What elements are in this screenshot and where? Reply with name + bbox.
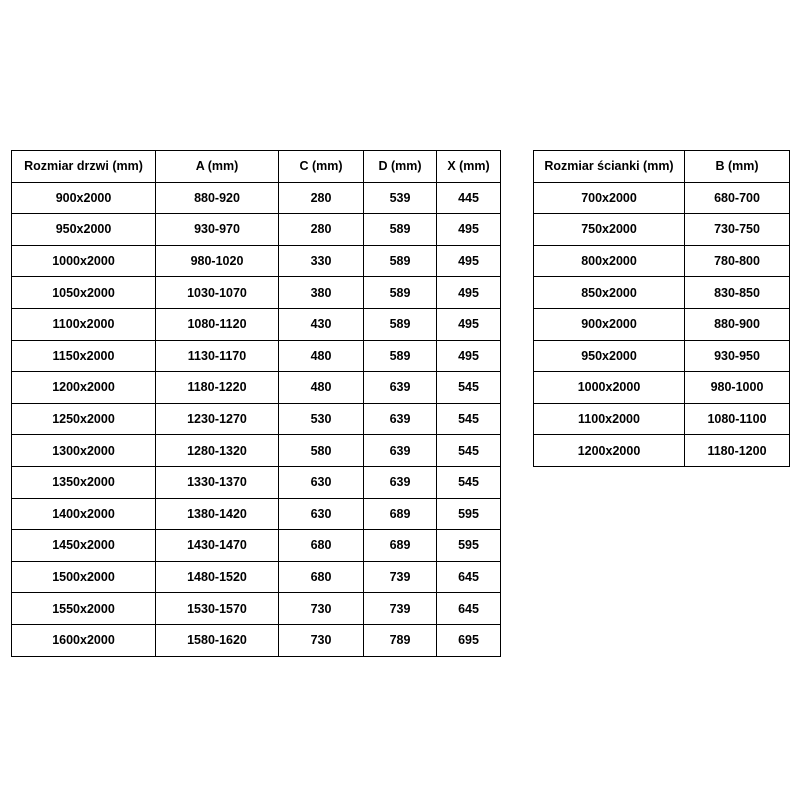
cell-x: 645 (437, 561, 501, 593)
cell-d: 589 (364, 277, 437, 309)
cell-b: 730-750 (685, 214, 790, 246)
column-header-wall-size: Rozmiar ścianki (mm) (534, 151, 685, 183)
cell-b: 980-1000 (685, 372, 790, 404)
cell-d: 639 (364, 466, 437, 498)
column-header-c: C (mm) (279, 151, 364, 183)
cell-door-size: 1300x2000 (12, 435, 156, 467)
cell-door-size: 1050x2000 (12, 277, 156, 309)
cell-x: 445 (437, 182, 501, 214)
cell-wall-size: 900x2000 (534, 308, 685, 340)
table-row (12, 308, 501, 340)
cell-x: 495 (437, 308, 501, 340)
table-row (12, 498, 501, 530)
cell-c: 680 (279, 530, 364, 562)
cell-x: 495 (437, 340, 501, 372)
cell-a: 1430-1470 (156, 530, 279, 562)
column-header-x: X (mm) (437, 151, 501, 183)
cell-d: 589 (364, 308, 437, 340)
cell-a: 1480-1520 (156, 561, 279, 593)
cell-d: 639 (364, 372, 437, 404)
table-header-row (12, 151, 501, 183)
cell-b: 780-800 (685, 245, 790, 277)
cell-d: 639 (364, 403, 437, 435)
cell-a: 1380-1420 (156, 498, 279, 530)
door-size-table-body (12, 182, 501, 656)
cell-door-size: 1200x2000 (12, 372, 156, 404)
cell-door-size: 1000x2000 (12, 245, 156, 277)
cell-d: 589 (364, 245, 437, 277)
cell-d: 789 (364, 624, 437, 656)
wall-size-table-header (534, 151, 790, 183)
cell-a: 1530-1570 (156, 593, 279, 625)
door-size-table (11, 150, 501, 657)
cell-x: 495 (437, 214, 501, 246)
cell-wall-size: 1000x2000 (534, 372, 685, 404)
cell-d: 689 (364, 530, 437, 562)
cell-c: 280 (279, 214, 364, 246)
cell-x: 645 (437, 593, 501, 625)
cell-door-size: 1350x2000 (12, 466, 156, 498)
cell-door-size: 1500x2000 (12, 561, 156, 593)
cell-a: 1130-1170 (156, 340, 279, 372)
column-header-b: B (mm) (685, 151, 790, 183)
cell-c: 730 (279, 624, 364, 656)
cell-d: 689 (364, 498, 437, 530)
cell-d: 739 (364, 561, 437, 593)
table-row (12, 182, 501, 214)
table-row (534, 245, 790, 277)
cell-d: 639 (364, 435, 437, 467)
table-row (12, 466, 501, 498)
cell-door-size: 1600x2000 (12, 624, 156, 656)
table-row (534, 403, 790, 435)
cell-door-size: 1150x2000 (12, 340, 156, 372)
table-row (534, 308, 790, 340)
table-row (534, 182, 790, 214)
cell-wall-size: 850x2000 (534, 277, 685, 309)
cell-x: 545 (437, 403, 501, 435)
cell-door-size: 1550x2000 (12, 593, 156, 625)
table-row (12, 561, 501, 593)
table-row (534, 435, 790, 467)
cell-b: 830-850 (685, 277, 790, 309)
cell-a: 1280-1320 (156, 435, 279, 467)
cell-x: 545 (437, 372, 501, 404)
cell-a: 980-1020 (156, 245, 279, 277)
table-row (534, 340, 790, 372)
table-row (12, 372, 501, 404)
table-row (12, 435, 501, 467)
table-row (534, 372, 790, 404)
cell-a: 880-920 (156, 182, 279, 214)
cell-c: 580 (279, 435, 364, 467)
table-row (12, 403, 501, 435)
cell-c: 530 (279, 403, 364, 435)
cell-a: 1230-1270 (156, 403, 279, 435)
table-header-row (534, 151, 790, 183)
table-row (12, 593, 501, 625)
cell-door-size: 1100x2000 (12, 308, 156, 340)
cell-door-size: 1450x2000 (12, 530, 156, 562)
cell-wall-size: 950x2000 (534, 340, 685, 372)
cell-b: 1180-1200 (685, 435, 790, 467)
column-header-door-size: Rozmiar drzwi (mm) (12, 151, 156, 183)
cell-c: 630 (279, 498, 364, 530)
table-row (12, 530, 501, 562)
cell-x: 695 (437, 624, 501, 656)
cell-door-size: 1400x2000 (12, 498, 156, 530)
cell-door-size: 950x2000 (12, 214, 156, 246)
cell-d: 589 (364, 214, 437, 246)
wall-size-table (533, 150, 790, 467)
cell-d: 539 (364, 182, 437, 214)
cell-b: 1080-1100 (685, 403, 790, 435)
cell-wall-size: 800x2000 (534, 245, 685, 277)
cell-a: 1580-1620 (156, 624, 279, 656)
cell-x: 495 (437, 277, 501, 309)
cell-a: 1180-1220 (156, 372, 279, 404)
cell-a: 1080-1120 (156, 308, 279, 340)
column-header-d: D (mm) (364, 151, 437, 183)
cell-b: 930-950 (685, 340, 790, 372)
cell-c: 680 (279, 561, 364, 593)
cell-c: 480 (279, 372, 364, 404)
cell-b: 680-700 (685, 182, 790, 214)
table-row (12, 214, 501, 246)
cell-wall-size: 700x2000 (534, 182, 685, 214)
cell-x: 595 (437, 530, 501, 562)
table-row (12, 624, 501, 656)
cell-c: 630 (279, 466, 364, 498)
cell-c: 430 (279, 308, 364, 340)
cell-a: 1330-1370 (156, 466, 279, 498)
cell-c: 330 (279, 245, 364, 277)
cell-d: 589 (364, 340, 437, 372)
table-row (12, 277, 501, 309)
cell-c: 380 (279, 277, 364, 309)
cell-a: 1030-1070 (156, 277, 279, 309)
cell-door-size: 1250x2000 (12, 403, 156, 435)
door-size-table-header (12, 151, 501, 183)
column-header-a: A (mm) (156, 151, 279, 183)
cell-wall-size: 750x2000 (534, 214, 685, 246)
cell-door-size: 900x2000 (12, 182, 156, 214)
cell-d: 739 (364, 593, 437, 625)
cell-x: 545 (437, 466, 501, 498)
cell-c: 480 (279, 340, 364, 372)
cell-c: 280 (279, 182, 364, 214)
cell-wall-size: 1100x2000 (534, 403, 685, 435)
cell-x: 545 (437, 435, 501, 467)
cell-a: 930-970 (156, 214, 279, 246)
cell-x: 495 (437, 245, 501, 277)
cell-b: 880-900 (685, 308, 790, 340)
table-row (12, 340, 501, 372)
cell-wall-size: 1200x2000 (534, 435, 685, 467)
table-row (534, 214, 790, 246)
cell-x: 595 (437, 498, 501, 530)
table-row (12, 245, 501, 277)
table-row (534, 277, 790, 309)
wall-size-table-body (534, 182, 790, 466)
cell-c: 730 (279, 593, 364, 625)
